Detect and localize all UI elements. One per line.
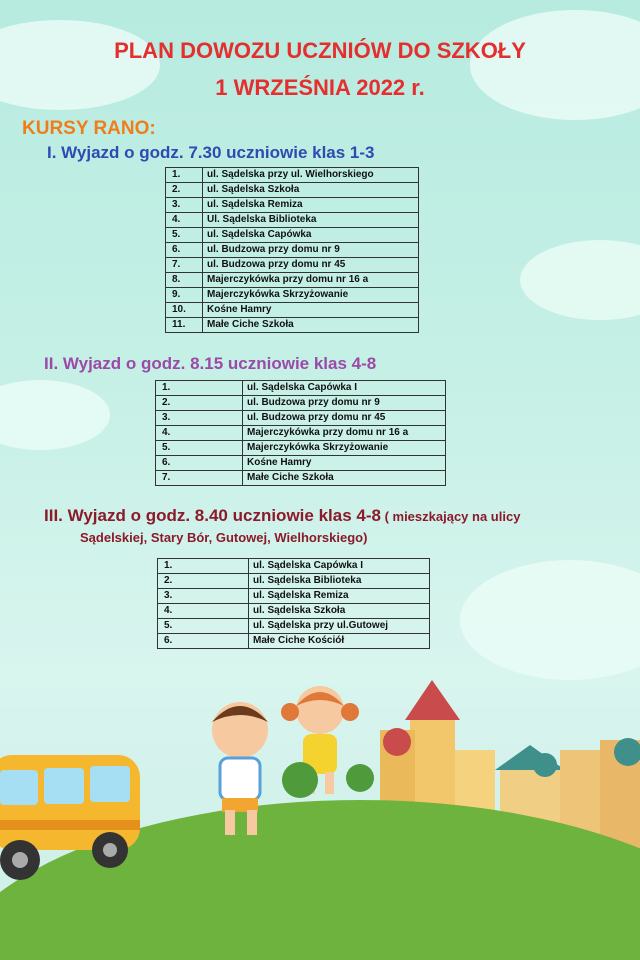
table-row bbox=[158, 574, 430, 589]
course-3-heading bbox=[44, 506, 520, 526]
stop-name: ul. Sądelska Szkoła bbox=[249, 604, 430, 619]
cloud-decoration bbox=[0, 380, 110, 450]
course-3-heading-note: ( mieszkający na ulicy bbox=[380, 509, 521, 524]
stop-number: 4. bbox=[156, 426, 243, 441]
stop-number: 11. bbox=[166, 318, 203, 333]
stop-number: 4. bbox=[158, 604, 249, 619]
stop-name: ul. Budzowa przy domu nr 45 bbox=[243, 411, 446, 426]
table-row bbox=[156, 456, 446, 471]
stop-number: 8. bbox=[166, 273, 203, 288]
course-1-stops-table bbox=[165, 167, 419, 333]
table-row bbox=[156, 381, 446, 396]
school-illustration bbox=[0, 660, 640, 960]
table-row bbox=[166, 318, 419, 333]
bush-decoration bbox=[282, 762, 318, 798]
table-row bbox=[156, 396, 446, 411]
stop-name: Majerczykówka przy domu nr 16 a bbox=[243, 426, 446, 441]
stop-number: 2. bbox=[156, 396, 243, 411]
stop-number: 6. bbox=[166, 243, 203, 258]
stop-number: 5. bbox=[166, 228, 203, 243]
stop-name: Małe Ciche Szkoła bbox=[203, 318, 419, 333]
table-row bbox=[166, 288, 419, 303]
stop-name: ul. Sądelska Capówka I bbox=[243, 381, 446, 396]
stop-number: 9. bbox=[166, 288, 203, 303]
stop-number: 1. bbox=[158, 559, 249, 574]
table-row bbox=[166, 213, 419, 228]
stop-number: 1. bbox=[156, 381, 243, 396]
table-row bbox=[166, 228, 419, 243]
stop-name: Ul. Sądelska Biblioteka bbox=[203, 213, 419, 228]
table-row bbox=[158, 559, 430, 574]
stop-name: ul. Sądelska Capówka I bbox=[249, 559, 430, 574]
stop-number: 1. bbox=[166, 168, 203, 183]
stop-name: ul. Sądelska Remiza bbox=[203, 198, 419, 213]
course-2-heading: II. Wyjazd o godz. 8.15 uczniowie klas 4-8 bbox=[44, 354, 377, 373]
stop-number: 3. bbox=[158, 589, 249, 604]
course-3-heading-main: III. Wyjazd o godz. 8.40 uczniowie klas 4-8 bbox=[44, 506, 381, 525]
table-row bbox=[156, 471, 446, 486]
stop-number: 5. bbox=[158, 619, 249, 634]
stop-name: ul. Sądelska Biblioteka bbox=[249, 574, 430, 589]
stop-name: Kośne Hamry bbox=[203, 303, 419, 318]
stop-name: Majerczykówka Skrzyżowanie bbox=[203, 288, 419, 303]
course-3-heading-note-line2: Sądelskiej, Stary Bór, Gutowej, Wielhorskiego) bbox=[80, 530, 368, 545]
course-1-heading: I. Wyjazd o godz. 7.30 uczniowie klas 1-3 bbox=[47, 143, 375, 162]
stop-name: ul. Sądelska Szkoła bbox=[203, 183, 419, 198]
table-row bbox=[156, 426, 446, 441]
page-title-line2: 1 WRZEŚNIA 2022 r. bbox=[215, 75, 425, 100]
stop-name: ul. Sądelska przy ul. Wielhorskiego bbox=[203, 168, 419, 183]
stop-name: ul. Budzowa przy domu nr 9 bbox=[243, 396, 446, 411]
stop-number: 7. bbox=[156, 471, 243, 486]
stop-name: Małe Ciche Kościół bbox=[249, 634, 430, 649]
table-row bbox=[158, 634, 430, 649]
table-row bbox=[166, 168, 419, 183]
stop-name: ul. Sądelska Remiza bbox=[249, 589, 430, 604]
cloud-decoration bbox=[520, 240, 640, 320]
bush-decoration bbox=[346, 764, 374, 792]
section-label: KURSY RANO: bbox=[22, 118, 156, 139]
course-3-stops-table bbox=[157, 558, 430, 649]
stop-name: Majerczykówka Skrzyżowanie bbox=[243, 441, 446, 456]
stop-number: 3. bbox=[166, 198, 203, 213]
stop-number: 4. bbox=[166, 213, 203, 228]
stop-name: Kośne Hamry bbox=[243, 456, 446, 471]
stop-name: Majerczykówka przy domu nr 16 a bbox=[203, 273, 419, 288]
stop-number: 7. bbox=[166, 258, 203, 273]
stop-name: ul. Budzowa przy domu nr 9 bbox=[203, 243, 419, 258]
stop-number: 5. bbox=[156, 441, 243, 456]
stop-number: 10. bbox=[166, 303, 203, 318]
table-row bbox=[166, 243, 419, 258]
course-2-stops-table bbox=[155, 380, 446, 486]
stop-number: 2. bbox=[158, 574, 249, 589]
stop-number: 6. bbox=[156, 456, 243, 471]
table-row bbox=[158, 619, 430, 634]
table-row bbox=[166, 303, 419, 318]
table-row bbox=[166, 273, 419, 288]
stop-name: ul. Sądelska przy ul.Gutowej bbox=[249, 619, 430, 634]
cloud-decoration bbox=[470, 10, 640, 120]
table-row bbox=[158, 589, 430, 604]
stop-name: ul. Sądelska Capówka bbox=[203, 228, 419, 243]
stop-name: Małe Ciche Szkoła bbox=[243, 471, 446, 486]
stop-number: 3. bbox=[156, 411, 243, 426]
table-row bbox=[158, 604, 430, 619]
page-title-line1: PLAN DOWOZU UCZNIÓW DO SZKOŁY bbox=[114, 38, 526, 63]
table-row bbox=[156, 411, 446, 426]
table-row bbox=[156, 441, 446, 456]
stop-name: ul. Budzowa przy domu nr 45 bbox=[203, 258, 419, 273]
stop-number: 6. bbox=[158, 634, 249, 649]
table-row bbox=[166, 198, 419, 213]
table-row bbox=[166, 183, 419, 198]
table-row bbox=[166, 258, 419, 273]
stop-number: 2. bbox=[166, 183, 203, 198]
